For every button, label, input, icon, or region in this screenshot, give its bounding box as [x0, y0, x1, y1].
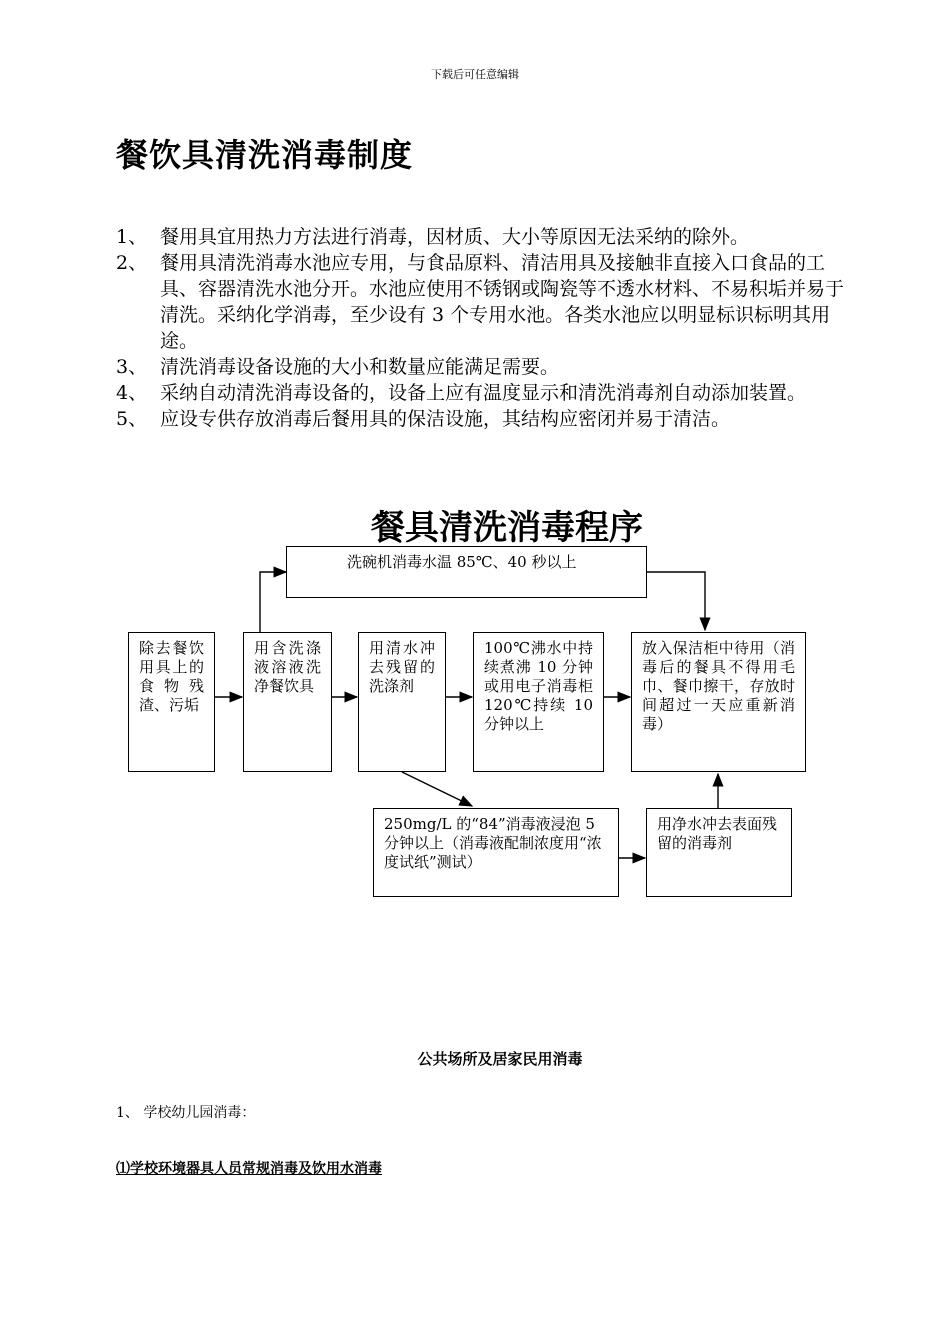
step2-box [243, 632, 332, 772]
rule-text: 应设专供存放消毒后餐用具的保洁设施，其结构应密闭并易于清洁。 [160, 408, 731, 430]
rule-number: 2、 [116, 252, 148, 274]
step2-text: 用含洗涤液溶液洗净餐饮具 [254, 639, 321, 695]
chem-text: 250mg/L 的“84”消毒液浸泡 5 分钟以上（消毒液配制浓度用“浓度试纸”测试） [384, 815, 602, 871]
section-item: 1、 学校幼儿园消毒： [116, 1105, 256, 1121]
step3-box [358, 632, 446, 772]
rule-text: 采纳自动清洗消毒设备的，设备上应有温度显示和清洗消毒剂自动添加装置。 [160, 382, 807, 404]
page-title: 餐饮具清洗消毒制度 [116, 136, 414, 174]
step3-text: 用清水冲去残留的洗涤剂 [369, 639, 435, 695]
rinse-box [646, 808, 792, 897]
arrow-step2-dishwasher [260, 572, 286, 632]
rule-text: 清洗消毒设备设施的大小和数量应能满足需要。 [160, 356, 560, 378]
rule-number: 4、 [116, 382, 148, 404]
section-heading: 公共场所及居家民用消毒 [417, 1050, 583, 1068]
arrow-step3-chem [402, 772, 472, 806]
step5-box [631, 632, 806, 772]
dishwasher-box [286, 546, 647, 598]
step1-text: 除去餐饮用具上的食物残渣、污垢 [139, 639, 204, 714]
step4-box [473, 632, 604, 772]
header-note: 下载后可任意编辑 [431, 68, 519, 81]
step1-box [128, 632, 215, 772]
arrow-dishwasher-step5 [647, 572, 705, 630]
rule-text: 餐用具清洗消毒水池应专用，与食品原料、清洁用具及接触非直接入口食品的工具、容器清洗水池分开。水池应使用不锈钢或陶瓷等不透水材料、不易积垢并易于清洗。采纳化学消毒，至少设有 3 个专用水池。各类水池应以明显标识标明其用途。 [160, 252, 845, 352]
chem-box [373, 808, 619, 897]
step4-text: 100℃沸水中持续煮沸 10 分钟或用电子消毒柜 120℃持续 10 分钟以上 [484, 639, 593, 733]
rule-number: 1、 [116, 226, 148, 248]
flow-title: 餐具清洗消毒程序 [371, 508, 643, 548]
dishwasher-text: 洗碗机消毒水温 85℃、40 秒以上 [347, 553, 577, 571]
step5-text: 放入保洁柜中待用（消毒后的餐具不得用毛巾、餐巾擦干，存放时间超过一天应重新消毒） [642, 639, 795, 733]
rinse-text: 用净水冲去表面残留的消毒剂 [657, 815, 778, 852]
rule-number: 3、 [116, 356, 148, 378]
sub-heading: ⑴学校环境器具人员常规消毒及饮用水消毒 [116, 1161, 382, 1177]
rule-text: 餐用具宜用热力方法进行消毒，因材质、大小等原因无法采纳的除外。 [160, 226, 750, 248]
rule-number: 5、 [116, 408, 148, 430]
